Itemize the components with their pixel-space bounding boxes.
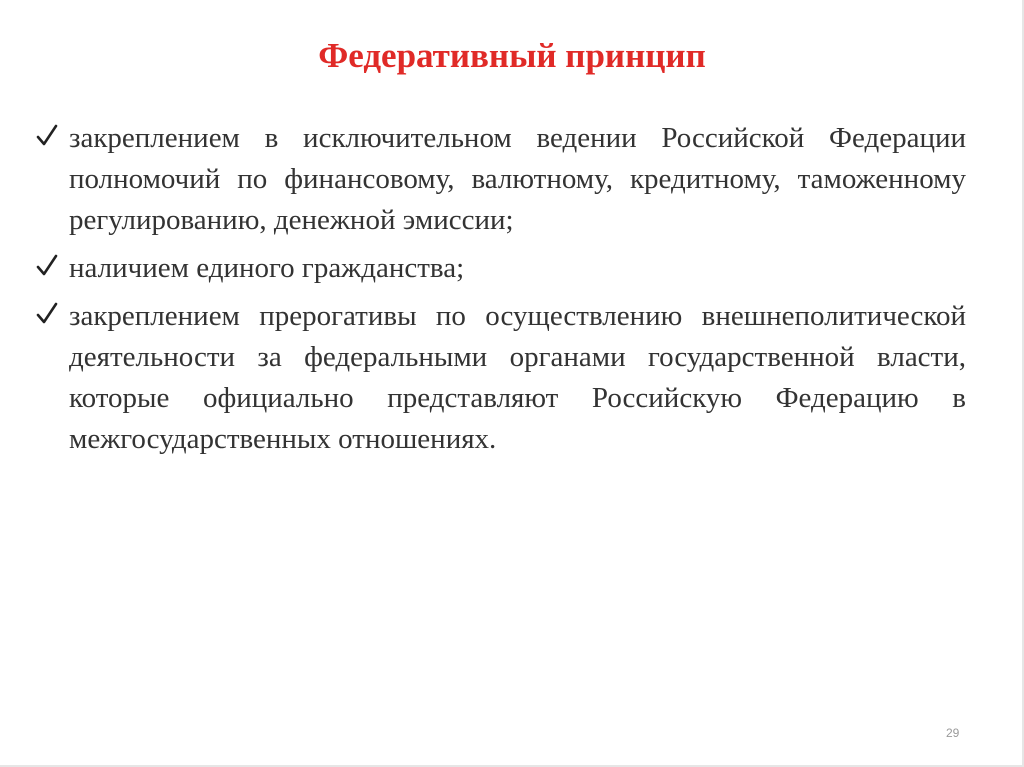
check-icon [36, 123, 58, 149]
bullet-item [36, 248, 966, 289]
check-icon [36, 253, 58, 279]
bullet-text: закреплением в исключительном ведении Российской Федерации полномочий по финансовому, валютному, кредитному, таможенному регулированию, денежной эмиссии; [69, 122, 966, 236]
slide-title: Федеративный принцип [318, 36, 706, 75]
bullet-list [36, 118, 966, 467]
bullet-item [36, 118, 966, 241]
bullet-text: наличием единого гражданства; [69, 252, 465, 284]
check-icon [36, 301, 58, 327]
page-number: 29 [946, 726, 960, 740]
bullet-item [36, 296, 966, 460]
bullet-text: закреплением прерогативы по осуществлению внешнеполитической деятельности за федеральными органами государственной власти, которые официально представляют Российскую Федерацию в межгосударственных отношениях. [69, 300, 966, 455]
